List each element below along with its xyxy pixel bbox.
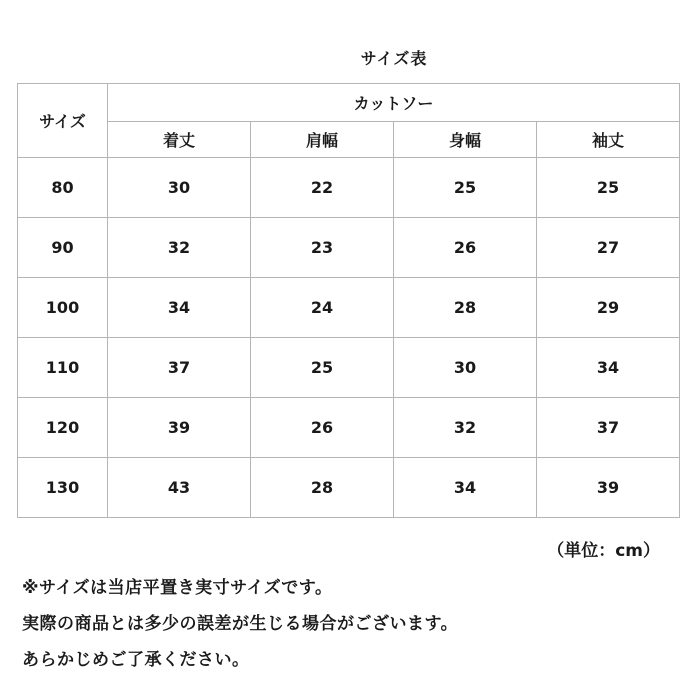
table-cell: 34 xyxy=(537,338,680,398)
table-cell: 39 xyxy=(108,398,251,458)
note-line: あらかじめご了承ください。 xyxy=(22,650,250,670)
table-cell: 30 xyxy=(394,338,537,398)
table-cell: 37 xyxy=(108,338,251,398)
table-cell: 28 xyxy=(251,458,394,518)
table-cell: 34 xyxy=(394,458,537,518)
note-line: ※サイズは当店平置き実寸サイズです。 xyxy=(22,578,333,598)
table-cell: 25 xyxy=(537,158,680,218)
table-cell: 26 xyxy=(394,218,537,278)
column-header: 袖丈 xyxy=(537,122,680,158)
table-row xyxy=(18,278,680,338)
table-cell: 39 xyxy=(537,458,680,518)
table-cell: 43 xyxy=(108,458,251,518)
column-header: 肩幅 xyxy=(251,122,394,158)
table-cell: 30 xyxy=(108,158,251,218)
table-cell: 29 xyxy=(537,278,680,338)
table-cell: 32 xyxy=(394,398,537,458)
group-header: カットソー xyxy=(108,84,680,122)
table-row xyxy=(18,218,680,278)
table-cell: 23 xyxy=(251,218,394,278)
size-cell: 120 xyxy=(18,398,108,458)
table-row xyxy=(18,158,680,218)
size-cell: 80 xyxy=(18,158,108,218)
note-line: 実際の商品とは多少の誤差が生じる場合がございます。 xyxy=(22,614,459,634)
table-cell: 24 xyxy=(251,278,394,338)
table-row xyxy=(18,458,680,518)
header-row-columns xyxy=(18,122,680,158)
table-row xyxy=(18,338,680,398)
column-header: 着丈 xyxy=(108,122,251,158)
chart-title: サイズ表 xyxy=(360,49,428,68)
size-table-body xyxy=(18,84,680,518)
table-cell: 25 xyxy=(394,158,537,218)
table-cell: 27 xyxy=(537,218,680,278)
table-cell: 25 xyxy=(251,338,394,398)
table-cell: 32 xyxy=(108,218,251,278)
notes-block xyxy=(22,570,458,678)
size-table xyxy=(17,83,680,518)
table-row xyxy=(18,398,680,458)
table-cell: 37 xyxy=(537,398,680,458)
table-cell: 34 xyxy=(108,278,251,338)
size-cell: 130 xyxy=(18,458,108,518)
table-cell: 28 xyxy=(394,278,537,338)
size-header: サイズ xyxy=(18,84,108,158)
size-cell: 90 xyxy=(18,218,108,278)
table-cell: 22 xyxy=(251,158,394,218)
size-cell: 110 xyxy=(18,338,108,398)
unit-note: （単位：cm） xyxy=(547,541,660,561)
size-cell: 100 xyxy=(18,278,108,338)
header-row-main xyxy=(18,84,680,122)
table-cell: 26 xyxy=(251,398,394,458)
column-header: 身幅 xyxy=(394,122,537,158)
